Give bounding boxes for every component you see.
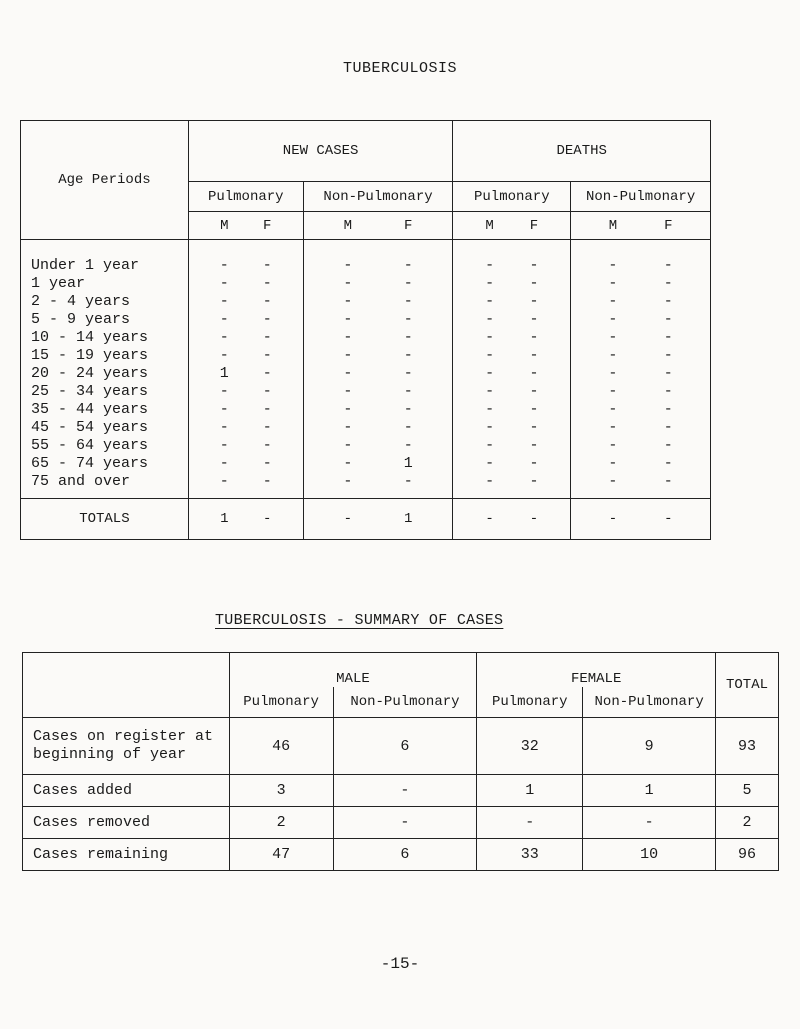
value-cell: - - bbox=[571, 418, 711, 436]
value-cell: - bbox=[583, 807, 716, 839]
value-cell: - - bbox=[303, 274, 453, 292]
value-cell: 2 bbox=[229, 807, 333, 839]
value-cell: - bbox=[333, 807, 477, 839]
value-cell: - - bbox=[188, 292, 303, 310]
table-row bbox=[21, 328, 711, 346]
value-cell: - - bbox=[571, 346, 711, 364]
new-cases-header: NEW CASES bbox=[188, 121, 453, 182]
totals-cell: 1 - bbox=[188, 499, 303, 540]
page-title: TUBERCULOSIS bbox=[342, 60, 458, 77]
row-label: Cases remaining bbox=[23, 839, 230, 871]
value-cell: 33 bbox=[477, 839, 583, 871]
value-cell: 1 bbox=[583, 775, 716, 807]
value-cell: 1 bbox=[477, 775, 583, 807]
value-cell: - bbox=[477, 807, 583, 839]
value-cell: - - bbox=[571, 454, 711, 472]
female-header: FEMALE bbox=[477, 653, 716, 688]
value-cell: - - bbox=[453, 274, 571, 292]
value-cell: - - bbox=[188, 436, 303, 454]
female-pulmonary-header: Pulmonary bbox=[477, 687, 583, 718]
value-cell: - - bbox=[303, 292, 453, 310]
table-row bbox=[21, 364, 711, 382]
value-cell: - - bbox=[188, 400, 303, 418]
value-cell: - - bbox=[303, 364, 453, 382]
value-cell: - - bbox=[571, 292, 711, 310]
value-cell: - - bbox=[571, 400, 711, 418]
row-label: Cases removed bbox=[23, 807, 230, 839]
value-cell: - - bbox=[453, 400, 571, 418]
mf-header: M F bbox=[571, 212, 711, 240]
age-period-cell: 10 - 14 years bbox=[21, 328, 189, 346]
value-cell: 10 bbox=[583, 839, 716, 871]
age-period-cell: 1 year bbox=[21, 274, 189, 292]
value-cell: - - bbox=[188, 346, 303, 364]
value-cell: 96 bbox=[716, 839, 779, 871]
value-cell: - - bbox=[188, 310, 303, 328]
deaths-header: DEATHS bbox=[453, 121, 711, 182]
male-header: MALE bbox=[229, 653, 477, 688]
value-cell: 47 bbox=[229, 839, 333, 871]
value-cell: - - bbox=[188, 418, 303, 436]
summary-title: TUBERCULOSIS - SUMMARY OF CASES bbox=[215, 612, 504, 629]
value-cell: - - bbox=[453, 240, 571, 275]
age-period-cell: 35 - 44 years bbox=[21, 400, 189, 418]
value-cell: - - bbox=[453, 418, 571, 436]
value-cell: - - bbox=[453, 436, 571, 454]
row-label: Cases on register at beginning of year bbox=[23, 718, 230, 775]
value-cell: - - bbox=[188, 454, 303, 472]
age-period-cell: 2 - 4 years bbox=[21, 292, 189, 310]
totals-label: TOTALS bbox=[21, 499, 189, 540]
deaths-non-pulmonary-header: Non-Pulmonary bbox=[571, 182, 711, 212]
totals-cell: - - bbox=[453, 499, 571, 540]
value-cell: 9 bbox=[583, 718, 716, 775]
value-cell: - - bbox=[303, 328, 453, 346]
value-cell: - - bbox=[453, 454, 571, 472]
value-cell: - - bbox=[571, 240, 711, 275]
table-row bbox=[23, 718, 779, 775]
value-cell: - - bbox=[453, 328, 571, 346]
mf-header: M F bbox=[453, 212, 571, 240]
value-cell: - - bbox=[453, 346, 571, 364]
value-cell: - - bbox=[303, 436, 453, 454]
value-cell: - - bbox=[453, 292, 571, 310]
value-cell: - 1 bbox=[303, 454, 453, 472]
value-cell: - - bbox=[188, 382, 303, 400]
value-cell: - - bbox=[303, 400, 453, 418]
female-non-pulmonary-header: Non-Pulmonary bbox=[583, 687, 716, 718]
value-cell: - - bbox=[571, 274, 711, 292]
table-row bbox=[21, 292, 711, 310]
value-cell: - - bbox=[571, 328, 711, 346]
value-cell: - - bbox=[188, 274, 303, 292]
value-cell: - - bbox=[571, 364, 711, 382]
male-pulmonary-header: Pulmonary bbox=[229, 687, 333, 718]
summary-table bbox=[22, 652, 779, 871]
value-cell: 2 bbox=[716, 807, 779, 839]
value-cell: - bbox=[333, 775, 477, 807]
age-period-cell: 20 - 24 years bbox=[21, 364, 189, 382]
new-pulmonary-header: Pulmonary bbox=[188, 182, 303, 212]
mf-header: M F bbox=[303, 212, 453, 240]
value-cell: - - bbox=[571, 310, 711, 328]
deaths-pulmonary-header: Pulmonary bbox=[453, 182, 571, 212]
value-cell: 6 bbox=[333, 718, 477, 775]
value-cell: - - bbox=[571, 436, 711, 454]
table-row bbox=[21, 274, 711, 292]
table-row bbox=[21, 382, 711, 400]
mf-header: M F bbox=[188, 212, 303, 240]
value-cell: 46 bbox=[229, 718, 333, 775]
value-cell: - - bbox=[303, 472, 453, 499]
value-cell: - - bbox=[571, 472, 711, 499]
value-cell: - - bbox=[453, 310, 571, 328]
totals-cell: - 1 bbox=[303, 499, 453, 540]
value-cell: - - bbox=[188, 472, 303, 499]
value-cell: - - bbox=[571, 382, 711, 400]
value-cell: 3 bbox=[229, 775, 333, 807]
value-cell: 1 - bbox=[188, 364, 303, 382]
age-period-cell: 55 - 64 years bbox=[21, 436, 189, 454]
age-period-cell: Under 1 year bbox=[21, 240, 189, 275]
summary-corner bbox=[23, 653, 230, 718]
value-cell: 93 bbox=[716, 718, 779, 775]
value-cell: - - bbox=[453, 472, 571, 499]
table-row bbox=[23, 775, 779, 807]
table-row bbox=[21, 436, 711, 454]
table-row bbox=[21, 346, 711, 364]
table-row bbox=[21, 418, 711, 436]
table-row bbox=[21, 400, 711, 418]
table-row bbox=[23, 839, 779, 871]
male-non-pulmonary-header: Non-Pulmonary bbox=[333, 687, 477, 718]
value-cell: - - bbox=[453, 382, 571, 400]
value-cell: - - bbox=[303, 346, 453, 364]
value-cell: 32 bbox=[477, 718, 583, 775]
age-period-cell: 65 - 74 years bbox=[21, 454, 189, 472]
value-cell: - - bbox=[453, 364, 571, 382]
table-row bbox=[21, 454, 711, 472]
value-cell: - - bbox=[188, 240, 303, 275]
age-periods-header: Age Periods bbox=[21, 121, 189, 240]
value-cell: - - bbox=[303, 240, 453, 275]
value-cell: - - bbox=[303, 418, 453, 436]
page-number: -15- bbox=[380, 955, 420, 973]
age-period-cell: 25 - 34 years bbox=[21, 382, 189, 400]
table-row bbox=[21, 472, 711, 499]
value-cell: - - bbox=[303, 382, 453, 400]
table-row bbox=[23, 807, 779, 839]
value-cell: 6 bbox=[333, 839, 477, 871]
totals-cell: - - bbox=[571, 499, 711, 540]
new-cases-deaths-table bbox=[20, 120, 711, 540]
value-cell: - - bbox=[188, 328, 303, 346]
value-cell: - - bbox=[303, 310, 453, 328]
value-cell: 5 bbox=[716, 775, 779, 807]
table-row bbox=[21, 240, 711, 275]
table-row bbox=[21, 310, 711, 328]
total-header: TOTAL bbox=[716, 653, 779, 718]
age-period-cell: 15 - 19 years bbox=[21, 346, 189, 364]
row-label: Cases added bbox=[23, 775, 230, 807]
age-period-cell: 45 - 54 years bbox=[21, 418, 189, 436]
age-period-cell: 75 and over bbox=[21, 472, 189, 499]
age-period-cell: 5 - 9 years bbox=[21, 310, 189, 328]
new-non-pulmonary-header: Non-Pulmonary bbox=[303, 182, 453, 212]
